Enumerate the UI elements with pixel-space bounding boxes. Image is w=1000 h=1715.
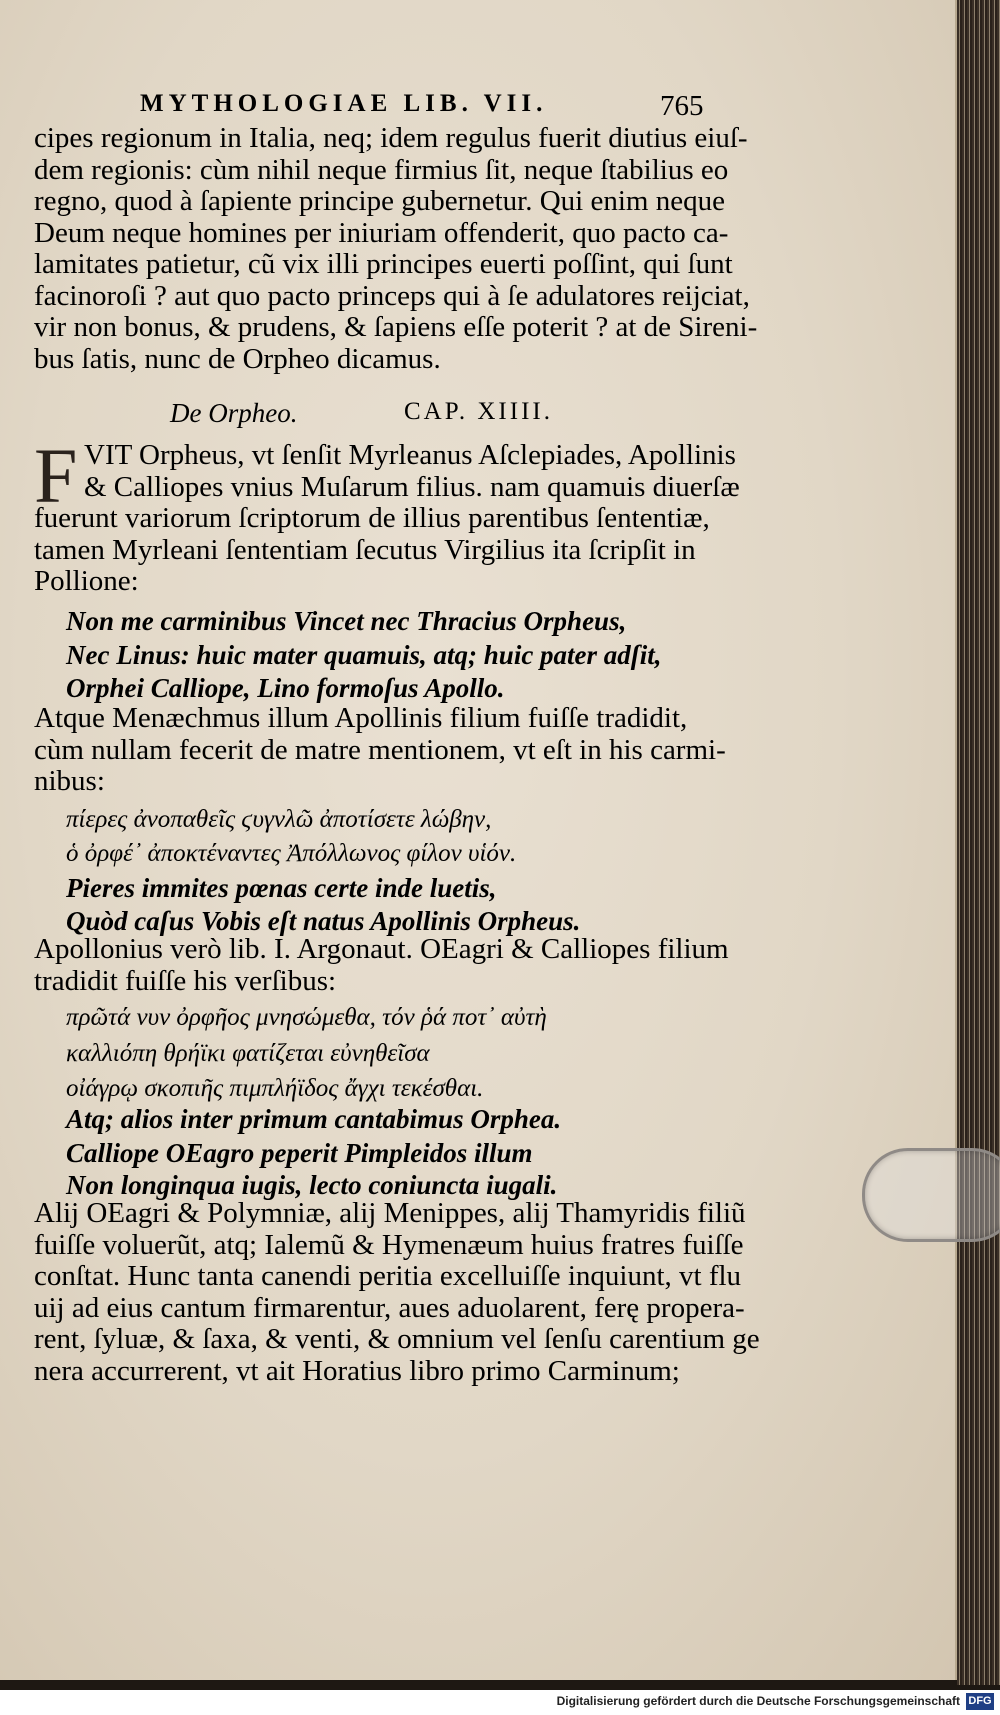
text-line: Deum neque homines per iniuriam offenderit, quo pacto ca- [34, 216, 729, 249]
paragraph-2 [34, 702, 726, 798]
text-line: lamitates patietur, cũ vix illi principes euerti poſſint, qui ſunt [34, 248, 733, 280]
running-title: MYTHOLOGIAE LIB. VII. [140, 90, 548, 117]
text-line: Pollione: [34, 565, 139, 597]
text-line: regno, quod à ſapiente principe gubernetur. Qui enim neque [34, 185, 725, 217]
verse-line: Orphei Calliope, Lino formoſus Apollo. [66, 673, 505, 703]
greek-verse-line: πρῶτά νυν ὀρφῆος μνησώμεθα, τόν ῥά ποτ᾽ αὐτὴ [66, 1004, 547, 1031]
dfg-logo: DFG [966, 1693, 994, 1710]
verse-line: Pieres immites pœnas certe inde luetis, [66, 873, 497, 903]
chapter-title: De Orpheo. [170, 398, 298, 428]
text-line: fuiſſe voluerũt, atq; Ialemũ & Hymenæum huius fratres fuiſſe [34, 1228, 744, 1261]
chapter-number: CAP. XIIII. [404, 398, 553, 425]
text-line: VIT Orpheus, vt ſenſit Myrleanus Aſclepiades, Apollinis [84, 439, 736, 471]
opening-paragraph [34, 122, 758, 375]
paragraph-3 [34, 933, 729, 997]
greek-verse-line: ὁ ὀρφέ᾽ ἀποκτέναντες Ἀπόλλωνος φίλον υἱόν. [66, 840, 517, 867]
verse-line: Atq; alios inter primum cantabimus Orphea. [66, 1104, 562, 1134]
page-number: 765 [660, 90, 704, 122]
text-line: dem regionis: cùm nihil neque firmius ſit, neque ſtabilius eo [34, 153, 729, 186]
text-line: tradidit fuiſſe his verſibus: [34, 964, 337, 997]
greek-verse-line: οἰάγρῳ σκοπιῆς πιμπλήϊδος ἄγχι τεκέσθαι. [66, 1075, 484, 1102]
text-line: nera accurrerent, vt ait Horatius libro primo Carminum; [34, 1354, 680, 1387]
text-line: conſtat. Hunc tanta canendi peritia excelluiſſe inquiunt, vt flu [34, 1260, 742, 1292]
verse-line: Non me carminibus Vincet nec Thracius Orpheus, [66, 606, 627, 636]
text-line: nibus: [34, 765, 105, 797]
chapter-paragraph-rest [34, 502, 710, 598]
verse-line: Calliope OEagro peperit Pimpleidos illum [66, 1138, 533, 1168]
text-line: cùm nullam fecerit de matre mentionem, vt eſt in his carmi- [34, 733, 726, 766]
drop-cap: F [34, 432, 78, 519]
text-line: tamen Myrleani ſententiam ſecutus Virgilius ita ſcripſit in [34, 533, 696, 566]
paragraph-4 [34, 1197, 760, 1387]
text-line: Apollonius verò lib. I. Argonaut. OEagri & Calliopes filium [34, 933, 729, 965]
text-line: fuerunt variorum ſcriptorum de illius parentibus ſententiæ, [34, 502, 710, 534]
verse-line: Nec Linus: huic mater quamuis, atq; huic pater adſit, [66, 640, 662, 670]
text-line: rent, ſyluæ, & ſaxa, & venti, & omnium vel ſenſu carentium ge [34, 1323, 760, 1355]
funding-credit: Digitalisierung gefördert durch die Deutsche Forschungsgemeinschaft [556, 1694, 960, 1708]
text-line: Alij OEagri & Polymniæ, alij Menippes, alij Thamyridis filiũ [34, 1197, 746, 1229]
text-line: vir non bonus, & prudens, & ſapiens eſſe poterit ? at de Sireni- [34, 311, 758, 343]
chapter-paragraph-first-lines [84, 439, 740, 503]
text-line: bus ſatis, nunc de Orpheo dicamus. [34, 342, 441, 375]
text-line: uij ad eius cantum firmarentur, aues aduolarent, ferę propera- [34, 1291, 745, 1324]
text-line: Atque Menæchmus illum Apollinis filium fuiſſe tradidit, [34, 702, 688, 734]
text-line: facinoroſi ? aut quo pacto princeps qui à ſe adulatores reijciat, [34, 279, 750, 312]
verse-line: Quòd caſus Vobis eſt natus Apollinis Orpheus. [66, 906, 581, 936]
text-line: & Calliopes vnius Muſarum filius. nam quamuis diuerſæ [84, 470, 740, 503]
page-edges [957, 0, 1000, 1685]
greek-verse-line: πίερες ἀνοπαθεῖς ϛυγνλῶ ἀποτίσετε λώβην, [66, 806, 492, 833]
verse-line: Non longinqua iugis, lecto coniuncta iugali. [66, 1170, 558, 1200]
footer-bar [0, 1690, 1000, 1715]
text-line: cipes regionum in Italia, neq; idem regulus fuerit diutius eiuſ- [34, 122, 748, 154]
greek-verse-line: καλλιόπη θρήϊκι φατίζεται εὐνηθεῖσα [66, 1040, 430, 1067]
page-clip [862, 1148, 1000, 1242]
